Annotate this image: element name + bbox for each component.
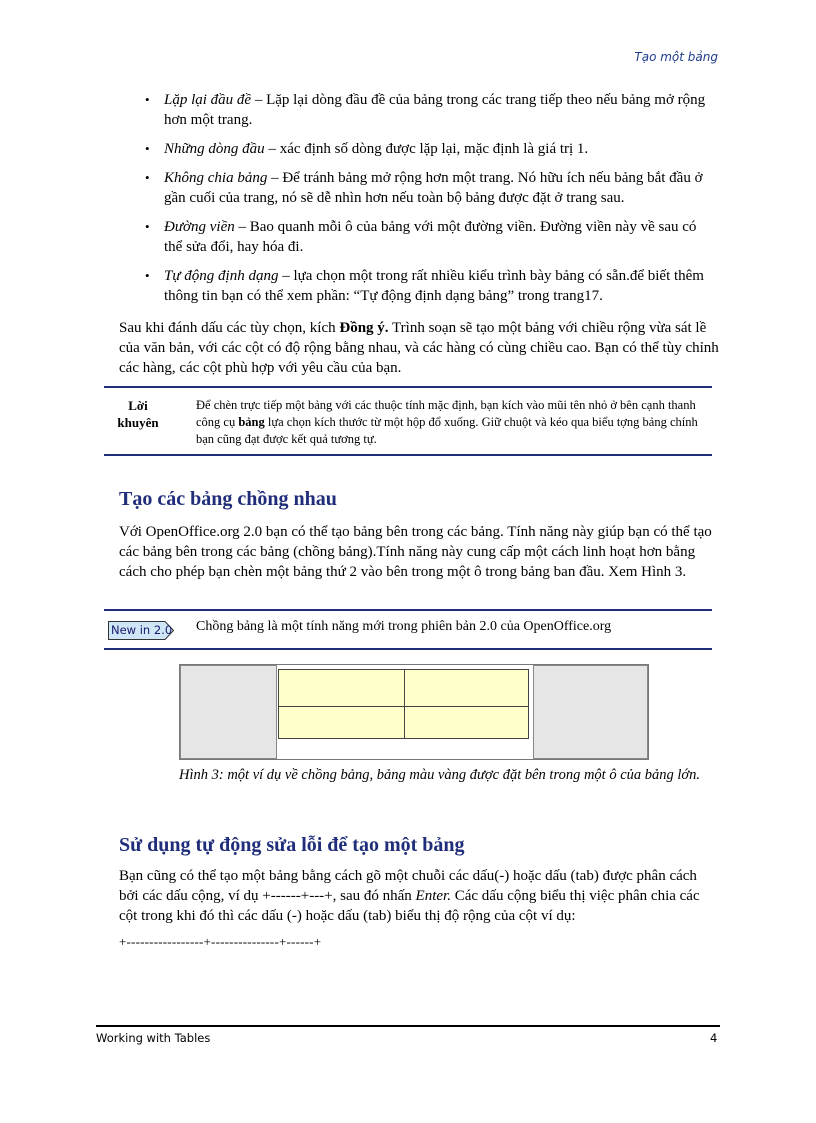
bullet-icon: • [145, 92, 150, 107]
option-desc: – Để tránh bảng mở rộng hơn một trang. Nó hữu ích nếu bảng bắt đầu ở gần cuối của trang, nó sẽ dễ nhìn hơn nếu toàn bộ bảng được đặt ở trang sau. [164, 170, 703, 206]
tip-text [196, 397, 706, 448]
note-bottom-rule [104, 648, 712, 650]
autocorrect-paragraph [119, 866, 719, 926]
tip-top-rule [104, 386, 712, 388]
option-desc: – lựa chọn một trong rất nhiều kiểu trình bày bảng có sẵn.để biết thêm thông tin bạn có thể xem phần: “Tự động định dạng bảng” trong trang17. [164, 268, 704, 304]
bullet-icon: • [145, 170, 150, 185]
option-desc: – Lặp lại dòng đầu đề của bảng trong các trang tiếp theo nếu bảng mở rộng hơn một trang. [164, 92, 706, 128]
text-run: Sau khi đánh dấu các tùy chọn, kích [119, 320, 340, 336]
option-term: Tự động định dạng [164, 268, 279, 284]
option-desc: – xác định số dòng được lặp lại, mặc định là giá trị 1. [264, 141, 589, 157]
after-options-paragraph [119, 318, 719, 378]
new-in-badge-label: New in 2.0 [111, 623, 173, 637]
page-number: 4 [710, 1031, 718, 1045]
option-term: Đường viền [164, 219, 235, 235]
outer-table-cell [180, 665, 277, 759]
inner-table-divider [279, 706, 528, 707]
figure-inner-table [278, 669, 529, 739]
text-run: Bạn cũng có thể tạo một bảng bằng cách gõ một chuỗi các dấu(-) hoặc dấu (tab) được phân cách bởi các dấu cộng, ví dụ +------+---+, sau đó nhấn [119, 868, 697, 904]
new-feature-note: Chồng bảng là một tính năng mới trong phiên bản 2.0 của OpenOffice.org [196, 619, 612, 634]
figure-caption: Hình 3: một ví dụ về chồng bảng, bảng màu vàng được đặt bên trong một ô của bảng lớn. [179, 767, 701, 783]
tip-bottom-rule [104, 454, 712, 456]
bullet-icon: • [145, 141, 150, 156]
outer-table-cell [533, 665, 648, 759]
note-top-rule [104, 609, 712, 611]
bullet-icon: • [145, 268, 150, 283]
list-item [138, 266, 718, 306]
option-term: Những dòng đầu [164, 141, 265, 157]
tip-label-line: khuyên [117, 415, 159, 430]
tip-label-line: Lời [128, 398, 148, 413]
text-run: Để chèn trực tiếp một bảng với các thuộc tính mặc định, bạn kích vào mũi tên nhỏ ở bên cạnh thanh công cụ [196, 398, 696, 429]
option-term: Lặp lại đầu đề [164, 92, 252, 108]
table-emphasis: bảng [238, 415, 265, 429]
option-list [138, 90, 718, 315]
bullet-icon: • [145, 219, 150, 234]
list-item [138, 139, 718, 159]
option-desc: – Bao quanh mỗi ô của bảng với một đường viền. Đường viền này về sau có thể sửa đổi, hay hóa đi. [164, 219, 697, 255]
option-term: Không chia bảng [164, 170, 268, 186]
list-item [138, 90, 718, 130]
text-run: Các dấu cộng biểu thị việc phân chia các cột trong khi đó thì các dấu (-) hoặc dấu (tab) biểu thị độ rộng của cột ví dụ: [119, 888, 700, 924]
table-example-string: +-----------------+---------------+------+ [119, 934, 322, 949]
nested-tables-paragraph: Với OpenOffice.org 2.0 bạn có thể tạo bảng bên trong các bảng. Tính năng này giúp bạn có thể tạo các bảng bên trong các bảng (chồng bảng).Tính năng này cung cấp một cách linh hoạt hơn bằng cách cho phép bạn chèn một bảng thứ 2 vào bên trong một ô trong bảng ban đầu. Xem Hình 3. [119, 524, 712, 580]
running-header: Tạo một bảng [634, 50, 718, 64]
inner-table-divider [404, 670, 405, 738]
text-run: lựa chọn kích thước từ một hộp đổ xuống. Giữ chuột và kéo qua biểu tợng bảng chính bạn cũng đạt được kết quả tương tự. [196, 415, 698, 446]
enter-key-emphasis: Enter. [415, 888, 451, 904]
section-heading-autocorrect: Sử dụng tự động sửa lỗi để tạo một bảng [119, 834, 465, 856]
footer-rule [96, 1025, 720, 1027]
text-run: Trình soạn sẽ tạo một bảng với chiều rộng vừa sát lề của văn bản, với các cột có độ rộng bằng nhau, và các hàng có cùng chiều cao. Bạn có thể tùy chỉnh các hàng, các cột phù hợp với yêu cầu của bạn. [119, 320, 719, 376]
list-item [138, 168, 718, 208]
tip-label [108, 397, 168, 431]
footer-title: Working with Tables [96, 1031, 211, 1045]
list-item [138, 217, 718, 257]
section-heading-nested-tables: Tạo các bảng chồng nhau [119, 488, 337, 510]
ok-emphasis: Đồng ý. [339, 320, 389, 336]
